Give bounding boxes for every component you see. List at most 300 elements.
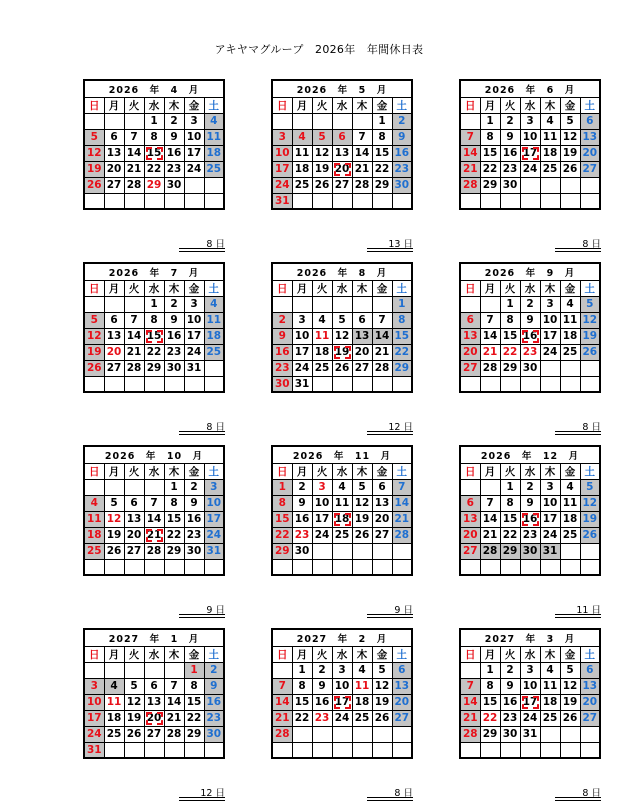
day-cell [312,296,332,312]
day-cell: 26 [372,710,392,726]
holiday-cell: 17 [272,161,292,177]
week-row [272,559,412,575]
weekday-header: 金 [372,280,392,296]
day-cell: 8 [292,678,312,694]
day-cell [104,376,124,392]
day-cell: 22 [500,344,520,360]
day-cell: 16 [184,511,204,527]
weekday-header: 月 [480,463,500,479]
day-cell: 4 [352,662,372,678]
marked-day-cell: 17 [520,694,540,710]
holiday-cell: 2 [392,113,412,129]
holiday-cell: 20 [580,694,600,710]
week-row [272,710,412,726]
day-cell [124,296,144,312]
holiday-cell: 28 [460,726,480,742]
day-cell [312,742,332,758]
week-row [272,113,412,129]
day-cell: 5 [372,662,392,678]
day-cell: 9 [520,312,540,328]
day-cell: 27 [332,177,352,193]
weekday-header: 土 [580,97,600,113]
day-cell: 7 [372,312,392,328]
weekday-header: 木 [164,97,184,113]
day-cell: 11 [312,328,332,344]
day-cell [204,360,224,376]
weekday-header: 土 [580,463,600,479]
weekday-header: 水 [520,280,540,296]
day-cell: 12 [352,495,372,511]
day-cell [104,662,124,678]
holiday-cell: 4 [292,129,312,145]
day-cell [560,177,580,193]
day-cell: 10 [312,495,332,511]
holiday-cell: 15 [272,511,292,527]
day-cell [580,376,600,392]
day-cell: 24 [292,360,312,376]
holiday-cell: 27 [392,710,412,726]
day-cell: 8 [164,495,184,511]
day-cell [520,742,540,758]
marked-day-cell: 16 [520,511,540,527]
month-header: 2026 年 5 月 [272,80,412,97]
day-cell: 23 [312,710,332,726]
holiday-cell: 12 [84,145,104,161]
day-cell: 22 [480,710,500,726]
week-row [84,312,224,328]
weekday-header: 木 [540,463,560,479]
week-row [460,710,600,726]
day-cell [104,742,124,758]
holiday-cell: 14 [392,495,412,511]
day-cell: 31 [520,726,540,742]
day-cell: 29 [144,360,164,376]
day-cell [84,113,104,129]
day-cell [184,193,204,209]
day-cell: 2 [292,479,312,495]
weekday-header: 水 [520,646,540,662]
holiday-cell: 18 [204,145,224,161]
day-cell: 12 [124,694,144,710]
day-cell [352,559,372,575]
day-cell: 28 [372,360,392,376]
marked-day-cell: 19 [332,344,352,360]
day-cell: 12 [372,678,392,694]
weekday-header: 水 [332,280,352,296]
day-cell: 14 [352,145,372,161]
day-cell: 2 [312,662,332,678]
day-cell [104,193,124,209]
day-cell: 21 [480,527,500,543]
weekday-header: 木 [352,463,372,479]
day-cell [352,296,372,312]
weekday-header: 水 [332,463,352,479]
weekday-header: 木 [164,463,184,479]
day-cell [372,193,392,209]
day-cell [184,177,204,193]
month-header: 2026 年 11 月 [272,446,412,463]
marked-day-cell: 15 [144,328,164,344]
holiday-cell: 20 [580,145,600,161]
week-row [272,161,412,177]
day-cell [480,296,500,312]
holiday-cell: 3 [84,678,104,694]
day-cell [332,543,352,559]
week-row [272,312,412,328]
day-cell: 5 [104,495,124,511]
month-calendar [459,628,601,759]
weekday-header: 月 [480,280,500,296]
month-header: 2027 年 2 月 [272,629,412,646]
day-cell [292,193,312,209]
day-cell: 1 [164,479,184,495]
day-cell [580,543,600,559]
day-cell: 28 [352,177,372,193]
weekday-header: 金 [372,463,392,479]
holiday-cell: 13 [460,511,480,527]
holiday-cell: 17 [204,511,224,527]
day-cell: 27 [372,527,392,543]
day-cell: 7 [480,312,500,328]
holiday-cell: 29 [272,543,292,559]
day-cell: 26 [104,543,124,559]
week-row [272,376,412,392]
holiday-cell: 27 [460,543,480,559]
day-cell: 5 [560,113,580,129]
week-row [460,113,600,129]
day-cell: 22 [480,161,500,177]
holiday-cell: 30 [272,376,292,392]
weekday-header: 火 [312,97,332,113]
day-cell [540,742,560,758]
weekday-header: 木 [352,646,372,662]
double-underline [367,431,413,435]
month-calendar [83,628,225,759]
day-cell [580,360,600,376]
day-cell: 2 [500,662,520,678]
weekday-header: 日 [460,463,480,479]
day-cell [352,113,372,129]
day-cell [292,742,312,758]
weekday-header: 火 [312,463,332,479]
weekday-header: 火 [124,463,144,479]
day-cell [204,193,224,209]
holiday-cell: 31 [204,543,224,559]
day-cell: 3 [540,296,560,312]
day-cell [540,193,560,209]
day-cell [392,193,412,209]
day-cell [272,113,292,129]
day-cell: 6 [104,312,124,328]
day-cell [84,296,104,312]
day-cell [204,559,224,575]
day-cell: 10 [540,312,560,328]
holiday-cell: 17 [84,710,104,726]
day-cell [372,376,392,392]
month-calendar [271,628,413,759]
day-cell: 1 [480,662,500,678]
month-header: 2026 年 9 月 [460,263,600,280]
day-cell: 8 [500,312,520,328]
day-cell [500,559,520,575]
day-cell: 15 [500,511,520,527]
day-cell: 22 [500,527,520,543]
weekday-header: 土 [204,463,224,479]
week-row [460,376,600,392]
day-cell: 28 [480,360,500,376]
day-cell [540,177,560,193]
day-cell: 23 [164,344,184,360]
day-cell [332,726,352,742]
holiday-cell: 2 [272,312,292,328]
week-row [84,360,224,376]
day-cell: 28 [124,177,144,193]
month-header: 2027 年 1 月 [84,629,224,646]
day-cell: 2 [520,296,540,312]
day-cell [144,479,164,495]
holiday-cell: 28 [460,177,480,193]
day-cell: 7 [124,312,144,328]
weekday-header: 木 [540,280,560,296]
month-calendar [271,262,413,393]
day-cell [392,726,412,742]
week-row [272,662,412,678]
month-table [271,445,413,576]
day-cell: 25 [292,177,312,193]
week-row [272,145,412,161]
day-cell: 8 [480,678,500,694]
day-cell [312,543,332,559]
day-cell [124,193,144,209]
month-table [271,628,413,759]
holiday-cell: 7 [392,479,412,495]
day-cell: 7 [164,678,184,694]
day-cell [84,193,104,209]
holiday-cell: 23 [204,710,224,726]
day-cell: 21 [124,344,144,360]
day-cell [164,193,184,209]
week-row [460,678,600,694]
day-cell [84,559,104,575]
day-cell: 10 [520,129,540,145]
holiday-cell: 26 [580,344,600,360]
day-cell: 11 [332,495,352,511]
day-cell: 7 [144,495,164,511]
day-cell: 11 [540,129,560,145]
week-row [84,344,224,360]
weekday-header: 土 [580,280,600,296]
week-row [84,495,224,511]
day-cell [272,559,292,575]
holiday-cell: 11 [84,511,104,527]
day-cell: 8 [372,129,392,145]
weekday-header: 金 [184,463,204,479]
weekday-header: 土 [392,97,412,113]
day-cell: 12 [560,129,580,145]
holiday-cell: 14 [372,328,392,344]
holiday-cell: 23 [392,161,412,177]
day-cell: 14 [480,511,500,527]
day-cell: 25 [560,344,580,360]
day-cell [332,193,352,209]
day-cell [352,742,372,758]
day-cell: 15 [480,145,500,161]
holiday-cell: 8 [272,495,292,511]
day-cell: 6 [144,678,164,694]
week-row [84,479,224,495]
holiday-cell: 4 [84,495,104,511]
holiday-cell: 31 [540,543,560,559]
day-cell [460,193,480,209]
day-cell: 17 [540,328,560,344]
day-cell: 11 [104,694,124,710]
weekday-header: 月 [104,280,124,296]
day-cell: 1 [292,662,312,678]
holiday-cell: 16 [272,344,292,360]
day-cell [332,742,352,758]
day-cell: 1 [144,113,164,129]
day-cell: 26 [332,360,352,376]
weekday-header: 水 [332,646,352,662]
holiday-cell: 6 [332,129,352,145]
day-cell: 7 [124,129,144,145]
day-cell: 13 [124,511,144,527]
day-cell: 13 [104,145,124,161]
day-cell: 28 [164,726,184,742]
marked-day-cell: 15 [144,145,164,161]
double-underline [555,797,601,801]
weekday-header: 月 [480,97,500,113]
day-cell [312,376,332,392]
holiday-cell: 21 [392,511,412,527]
day-cell [372,742,392,758]
day-cell [184,376,204,392]
holiday-cell: 16 [392,145,412,161]
day-cell: 23 [500,161,520,177]
day-cell: 23 [500,710,520,726]
day-cell [372,726,392,742]
holiday-cell: 21 [460,710,480,726]
holiday-cell: 3 [272,129,292,145]
week-row [272,328,412,344]
day-cell: 23 [520,527,540,543]
holiday-cell: 26 [84,360,104,376]
day-cell: 10 [184,312,204,328]
holiday-cell: 5 [84,312,104,328]
week-row [272,177,412,193]
day-cell [480,742,500,758]
week-row [460,145,600,161]
week-row [272,296,412,312]
month-header: 2026 年 6 月 [460,80,600,97]
double-underline [555,248,601,252]
day-cell: 16 [292,511,312,527]
holiday-cell: 1 [184,662,204,678]
weekday-header: 日 [272,97,292,113]
day-cell [392,543,412,559]
day-cell: 1 [372,113,392,129]
day-cell [144,662,164,678]
week-row [460,662,600,678]
day-cell: 2 [500,113,520,129]
day-cell: 17 [184,145,204,161]
day-cell: 1 [500,296,520,312]
month-table [459,79,601,210]
weekday-header: 土 [392,463,412,479]
holiday-cell: 7 [460,678,480,694]
holiday-cell: 31 [84,742,104,758]
holiday-cell: 26 [84,177,104,193]
day-cell [164,559,184,575]
weekday-header: 金 [184,97,204,113]
day-cell: 18 [104,710,124,726]
day-cell: 19 [560,145,580,161]
day-cell [540,360,560,376]
holiday-cell: 25 [84,543,104,559]
day-cell [144,559,164,575]
day-cell [124,479,144,495]
day-cell [352,376,372,392]
weekday-header: 木 [352,97,372,113]
holiday-cell: 6 [460,312,480,328]
day-cell: 8 [184,678,204,694]
week-row [272,129,412,145]
day-cell: 6 [372,479,392,495]
day-cell: 23 [292,527,312,543]
week-row [460,360,600,376]
day-cell: 3 [520,113,540,129]
day-cell [500,193,520,209]
holiday-cell: 30 [392,177,412,193]
day-cell [124,376,144,392]
day-cell: 7 [480,495,500,511]
month-calendar [83,445,225,576]
day-cell: 20 [104,161,124,177]
weekday-header: 日 [460,97,480,113]
day-cell: 9 [520,495,540,511]
marked-day-cell: 20 [332,161,352,177]
holiday-cell: 5 [312,129,332,145]
double-underline [179,248,225,252]
holiday-cell: 13 [392,678,412,694]
day-cell: 13 [332,145,352,161]
day-cell: 19 [372,694,392,710]
weekday-header: 火 [500,463,520,479]
holiday-cell: 20 [392,694,412,710]
week-row [272,543,412,559]
day-cell: 21 [480,344,500,360]
day-cell [352,726,372,742]
day-cell: 21 [164,710,184,726]
day-cell: 3 [292,312,312,328]
day-cell: 4 [560,296,580,312]
day-cell: 13 [104,328,124,344]
day-cell: 27 [124,543,144,559]
holiday-cell: 10 [272,145,292,161]
day-cell: 18 [292,161,312,177]
holiday-cell: 28 [272,726,292,742]
day-cell [560,726,580,742]
day-cell: 30 [292,543,312,559]
holiday-cell: 4 [204,113,224,129]
week-row [272,360,412,376]
day-cell: 18 [560,328,580,344]
day-cell [460,559,480,575]
day-cell: 9 [312,678,332,694]
day-cell: 29 [184,726,204,742]
day-cell: 26 [312,177,332,193]
week-row [84,742,224,758]
